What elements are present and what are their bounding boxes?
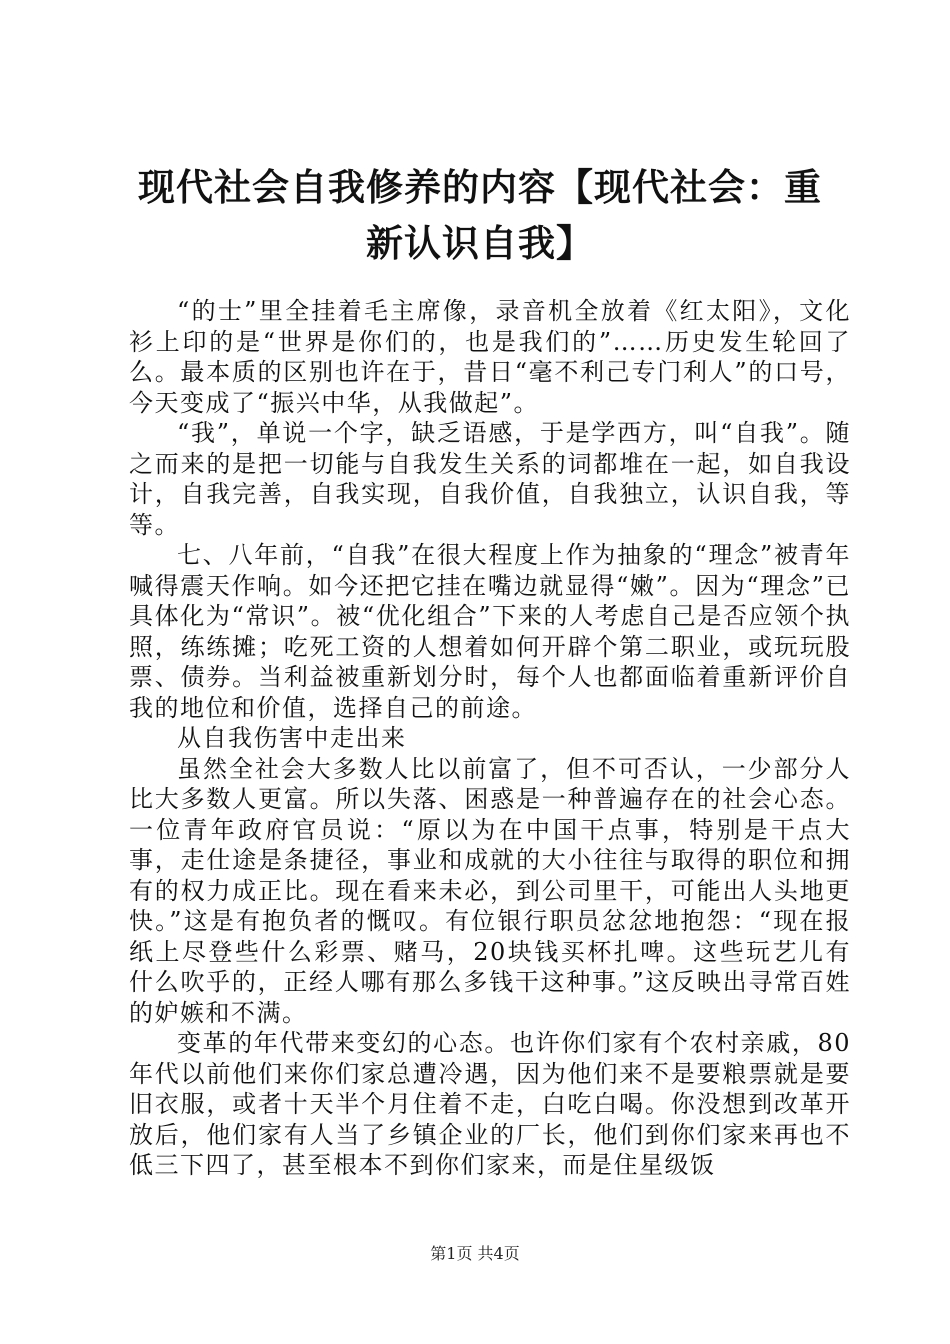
paragraph-1: “的士”里全挂着毛主席像，录音机全放着《红太阳》，文化衫上印的是“世界是你们的，也是我们的”……历史发生轮回了么。最本质的区别也许在于，昔日“毫不利己专门利人”的口号，今天变成了“振兴中华，从我做起”。 bbox=[129, 297, 851, 417]
paragraph-5: 变革的年代带来变幻的心态。也许你们家有个农村亲戚，80年代以前他们来你们家总遭冷遇，因为他们来不是要粮票就是要旧衣服，或者十天半个月住着不走，白吃白喝。你没想到改革开放后，他们家有人当了乡镇企业的厂长，他们到你们家来再也不低三下四了，甚至根本不到你们家来，而是住星级饭 bbox=[129, 1029, 851, 1179]
page-footer: 第1页 共4页 bbox=[430, 1244, 520, 1263]
paragraph-4: 虽然全社会大多数人比以前富了，但不可否认，一少部分人比大多数人更富。所以失落、困惑是一种普遍存在的社会心态。一位青年政府官员说：“原以为在中国干点事，特别是干点大事，走仕途是条捷径，事业和成就的大小往往与取得的职位和拥有的权力成正比。现在看来未必，到公司里干，可能出人头地更快。”这是有抱负者的慨叹。有位银行职员忿忿地抱怨：“现在报纸上尽登些什么彩票、赌马，20块钱买杯扎啤。这些玩艺儿有什么吹乎的，正经人哪有那么多钱干这种事。”这反映出寻常百姓的妒嫉和不满。 bbox=[129, 754, 851, 1027]
document-body bbox=[129, 296, 851, 1181]
section-heading: 从自我伤害中走出来 bbox=[177, 724, 407, 752]
paragraph-3: 七、八年前，“自我”在很大程度上作为抽象的“理念”被青年喊得震天作响。如今还把它挂在嘴边就显得“嫩”。因为“理念”已具体化为“常识”。被“优化组合”下来的人考虑自己是否应领个执照，练练摊；吃死工资的人想着如何开辟个第二职业，或玩玩股票、债券。当利益被重新划分时，每个人也都面临着重新评价自我的地位和价值，选择自己的前途。 bbox=[129, 541, 851, 722]
document-title: 现代社会自我修养的内容【现代社会：重新认识自我】 bbox=[138, 166, 822, 265]
paragraph-2: “我”，单说一个字，缺乏语感，于是学西方，叫“自我”。随之而来的是把一切能与自我发生关系的词都堆在一起，如自我设计，自我完善，自我实现，自我价值，自我独立，认识自我，等等。 bbox=[129, 419, 851, 539]
